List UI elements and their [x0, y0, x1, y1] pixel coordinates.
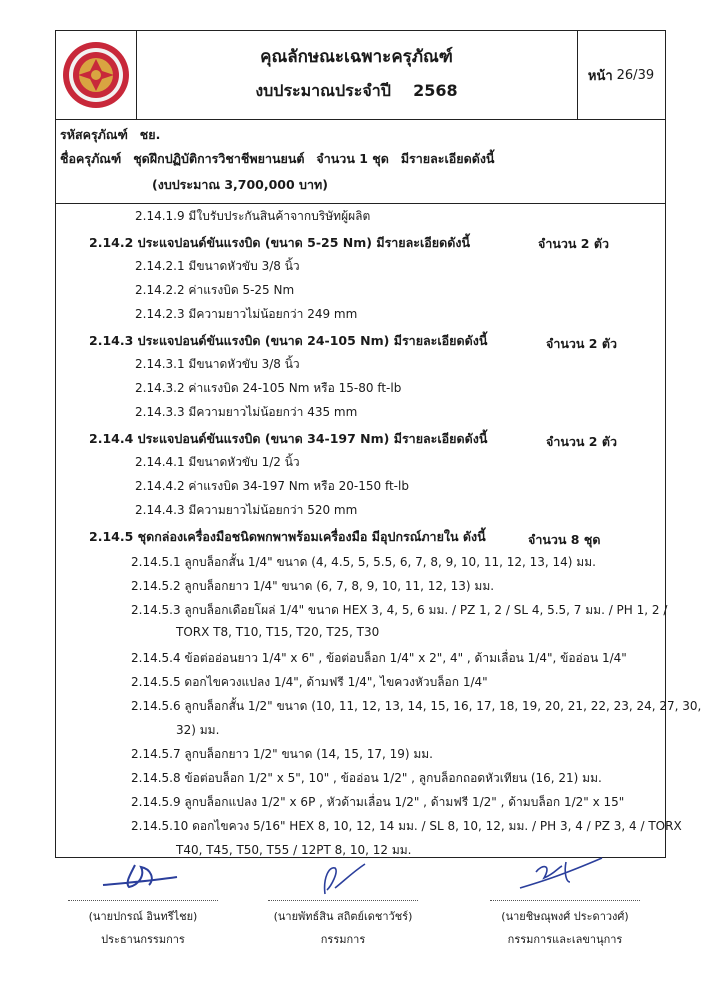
spec-section: 2.14.2 ประแจปอนด์ขันแรงบิด (ขนาด 5-25 Nm) มีรายละเอียดดังนี้	[89, 235, 470, 250]
signer-name: (นายพัทธ์สิน สถิตย์เดชาวัชร์)	[273, 910, 413, 923]
equipment-code-value: ชย.	[139, 127, 161, 142]
spec-quantity: จำนวน 2 ตัว	[546, 336, 617, 351]
spec-item: 2.14.4.3 มีความยาวไม่น้อยกว่า 520 mm	[135, 503, 358, 517]
signature-chairman	[58, 900, 228, 953]
spec-item: 2.14.5.2 ลูกบล็อกยาว 1/4" ขนาด (6, 7, 8, 9, 10, 11, 12, 13) มม.	[131, 579, 495, 593]
spec-item: 2.14.2.2 ค่าแรงบิด 5-25 Nm	[135, 283, 295, 297]
spec-item: 2.14.2.1 มีขนาดหัวขับ 3/8 นิ้ว	[135, 259, 300, 273]
spec-item: 2.14.5.5 ดอกไขควงแปลง 1/4", ด้ามฟรี 1/4", ไขควงหัวบล็อก 1/4"	[131, 675, 488, 689]
spec-item: 2.14.3.3 มีความยาวไม่น้อยกว่า 435 mm	[135, 405, 358, 419]
spec-item: 2.14.4.2 ค่าแรงบิด 34-197 Nm หรือ 20-150 ft-lb	[135, 479, 409, 493]
spec-quantity: จำนวน 8 ชุด	[528, 532, 601, 547]
seal-logo	[56, 31, 137, 119]
spec-item: 2.14.5.8 ข้อต่อบล็อก 1/2" x 5", 10" , ข้ออ่อน 1/2" , ลูกบล็อกถอดหัวเทียน (16, 21) มม.	[131, 771, 602, 785]
page-label: หน้า	[587, 68, 613, 84]
equipment-name-label: ชื่อครุภัณฑ์	[60, 151, 122, 166]
title-box	[136, 31, 578, 119]
signature-member	[258, 900, 428, 953]
signature-chairman-icon	[95, 855, 185, 895]
spec-quantity: จำนวน 2 ตัว	[546, 434, 617, 449]
budget-year-line	[136, 79, 577, 104]
signature-secretary-icon	[510, 852, 610, 898]
equipment-name-value: ชุดฝึกปฏิบัติการวิชาชีพยานยนต์	[133, 151, 305, 166]
budget-year: 2568	[413, 81, 458, 100]
spec-item-continued: T40, T45, T50, T55 / 12PT 8, 10, 12 มม.	[176, 843, 412, 857]
spec-item-continued: 32) มม.	[176, 723, 220, 737]
equipment-detail: มีรายละเอียดดังนี้	[400, 151, 495, 166]
equipment-info	[56, 119, 665, 204]
spec-item: 2.14.5.9 ลูกบล็อกแปลง 1/2" x 6P , หัวด้ามเลื่อน 1/2" , ด้ามฟรี 1/2" , ด้ามบล็อก 1/2" x 15"	[131, 795, 625, 809]
signer-role: กรรมการและเลขานุการ	[507, 933, 623, 946]
spec-section: 2.14.5 ชุดกล่องเครื่องมือชนิดพกพาพร้อมเครื่องมือ มีอุปกรณ์ภายใน ดังนี้	[89, 529, 486, 544]
equipment-name-line	[60, 149, 494, 169]
signer-role: ประธานกรรมการ	[101, 933, 185, 946]
spec-item: 2.14.5.1 ลูกบล็อกสั้น 1/4" ขนาด (4, 4.5, 5, 5.5, 6, 7, 8, 9, 10, 11, 12, 13, 14) มม.	[131, 555, 596, 569]
signature-member-icon	[305, 858, 375, 898]
spec-item: 2.14.5.6 ลูกบล็อกสั้น 1/2" ขนาด (10, 11, 12, 13, 14, 15, 16, 17, 18, 19, 20, 21, 22, 23, 24, 27, 30,	[131, 699, 702, 713]
spec-item: 2.14.5.7 ลูกบล็อกยาว 1/2" ขนาด (14, 15, 17, 19) มม.	[131, 747, 433, 761]
equipment-code-label: รหัสครุภัณฑ์	[60, 127, 128, 142]
vocational-seal-icon	[62, 37, 130, 113]
document-frame	[55, 30, 702, 858]
spec-item: 2.14.1.9 มีใบรับประกันสินค้าจากบริษัทผู้ผลิต	[135, 209, 371, 223]
spec-item: 2.14.2.3 มีความยาวไม่น้อยกว่า 249 mm	[135, 307, 358, 321]
document-title: คุณลักษณะเฉพาะครุภัณฑ์	[260, 47, 453, 67]
spec-item: 2.14.3.1 มีขนาดหัวขับ 3/8 นิ้ว	[135, 357, 300, 371]
budget-year-label: งบประมาณประจำปี	[255, 81, 391, 100]
spec-item: 2.14.3.2 ค่าแรงบิด 24-105 Nm หรือ 15-80 ft-lb	[135, 381, 402, 395]
spec-item: 2.14.5.3 ลูกบล็อกเดือยโผล่ 1/4" ขนาด HEX 3, 4, 5, 6 มม. / PZ 1, 2 / SL 4, 5.5, 7 มม. / PH 1, 2 /	[131, 603, 668, 617]
spec-item: 2.14.4.1 มีขนาดหัวขับ 1/2 นิ้ว	[135, 455, 300, 469]
spec-section: 2.14.3 ประแจปอนด์ขันแรงบิด (ขนาด 24-105 Nm) มีรายละเอียดดังนี้	[89, 333, 488, 348]
spec-item: 2.14.5.4 ข้อต่ออ่อนยาว 1/4" x 6" , ข้อต่อบล็อก 1/4" x 2", 4" , ด้ามเลื่อน 1/4", ข้ออ่อน 1/4"	[131, 651, 627, 665]
equipment-code-line	[60, 125, 160, 145]
document-header	[56, 31, 665, 120]
signer-role: กรรมการ	[320, 933, 366, 946]
signer-name: (นายชิษณุพงศ์ ประดาวงศ์)	[501, 910, 629, 923]
page-value: 26/39	[616, 67, 655, 83]
signature-secretary	[470, 900, 660, 953]
spec-quantity: จำนวน 2 ตัว	[538, 236, 609, 251]
spec-item: 2.14.5.10 ดอกไขควง 5/16" HEX 8, 10, 12, 14 มม. / SL 8, 10, 12, มม. / PH 3, 4 / PZ 3, 4 / TORX	[131, 819, 682, 833]
equipment-budget: (งบประมาณ 3,700,000 บาท)	[152, 177, 328, 192]
spec-section: 2.14.4 ประแจปอนด์ขันแรงบิด (ขนาด 34-197 Nm) มีรายละเอียดดังนี้	[89, 431, 488, 446]
spec-item-continued: TORX T8, T10, T15, T20, T25, T30	[176, 625, 380, 639]
signer-name: (นายปกรณ์ อินทรีไชย)	[88, 910, 198, 923]
page-number	[577, 31, 665, 119]
equipment-qty: จำนวน 1 ชุด	[316, 151, 389, 166]
